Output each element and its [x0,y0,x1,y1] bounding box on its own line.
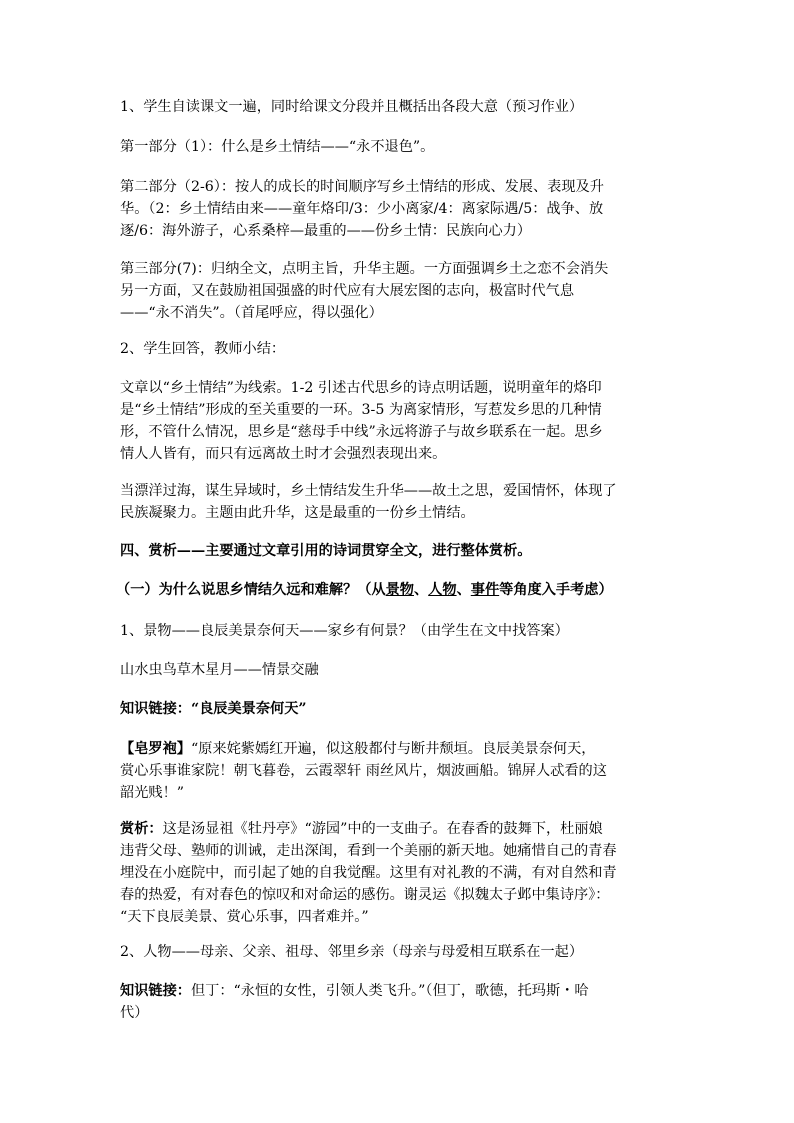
paragraph-part-three: 第三部分(7)：归纳全文，点明主旨，升华主题。一方面强调乡土之恋不会消失 另一方面，又在鼓励祖国强盛的时代应有大展宏图的志向，极富时代气息 ——“永不消失”。（首尾呼应，得以强化） [120,261,609,321]
paragraph-scenery-elements: 山水虫鸟草木星月——情景交融 [120,662,319,678]
paragraph-scenery: 1、景物——良辰美景奈何天——家乡有何景？（由学生在文中找答案） [120,623,569,639]
paragraph-preview-task: 1、学生自读课文一遍，同时给课文分段并且概括出各段大意（预习作业） [120,99,584,115]
paragraph-sublimation: 当漂洋过海，谋生异域时，乡土情结发生升华——故土之思，爱国情怀，体现了 民族凝聚力。主题由此升华，这是最重的一份乡土情结。 [120,483,617,521]
paragraph-appreciation-mudanting: 赏析：这是汤显祖《牡丹亭》“游园”中的一支曲子。在春香的鼓舞下，杜丽娘 违背父母、塾师的训诫，走出深闺，看到一个美丽的新天地。她痛惜自己的青春 埋没在小庭院中，而引起了她的自我觉醒。这里有对礼教的不满，有对自然和青 春的热爱，有对春色的惊叹和对命运的感伤。谢灵运《拟魏太子邺中集诗序》： “天下良辰美景、赏心乐事，四者难并。” [120,821,617,925]
paragraph-teacher-summary: 文章以“乡土情结”为线索。1-2 引述古代思乡的诗点明话题，说明童年的烙印 是“乡土情结”形成的至关重要的一环。3-5 为离家情形，写惹发乡思的几种情 形，不管什么情况，思乡是“慈母手中线”永远将游子与故乡联系在一起。思乡 情人人皆有，而只有远离故土时才会强烈表现出来。 [120,380,603,462]
paragraph-part-one: 第一部分（1）：什么是乡土情结——“永不退色”。 [120,139,435,155]
section-heading-appreciation: 四、赏析——主要通过文章引用的诗词贯穿全文，进行整体赏析。 [120,543,532,559]
subheading-why-lasting: （一）为什么说思乡情结久远和难解？（从景物、人物、事件等角度入手考虑） [116,582,613,598]
paragraph-people: 2、人物——母亲、父亲、祖母、邻里乡亲（母亲与母爱相互联系在一起） [120,944,584,960]
paragraph-knowledge-link-two: 知识链接：但丁：“永恒的女性，引领人类飞升。”（但丁，歌德，托玛斯・哈 代） [120,983,589,1021]
paragraph-knowledge-link-one: 知识链接：“良辰美景奈何天” [120,701,307,717]
paragraph-teacher-summary-heading: 2、学生回答，教师小结： [120,341,286,357]
paragraph-zaoluopao: 【皂罗袍】“原来姹紫嫣红开遍，似这般都付与断井颓垣。良辰美景奈何天， 赏心乐事谁家院！朝飞暮卷，云霞翠轩 雨丝风片，烟波画船。锦屏人忒看的这 韶光贱！” [120,741,607,801]
paragraph-part-two: 第二部分（2-6）：按人的成长的时间顺序写乡土情结的形成、发展、表现及升 华。（2：乡土情结由来——童年烙印/3：少小离家/4：离家际遇/5：战争、放 逐/6：海外游子，心系桑梓—最重的——份乡土情：民族向心力） [120,179,604,239]
